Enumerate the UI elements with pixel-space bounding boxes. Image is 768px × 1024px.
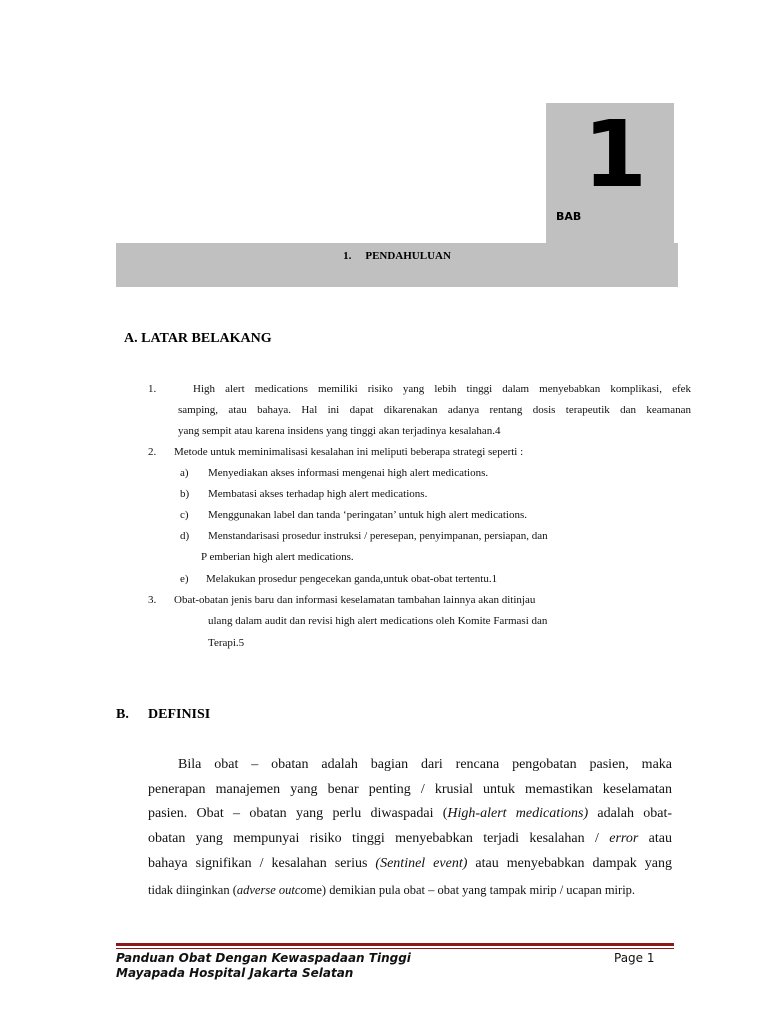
subitem-d-letter: d) <box>180 530 190 542</box>
chapter-title-text: PENDAHULUAN <box>365 250 451 262</box>
item-3-line-1: Obat-obatan jenis baru dan informasi keselamatan tambahan lainnya akan ditinjau <box>174 594 536 606</box>
subitem-a-letter: a) <box>180 467 189 479</box>
definition-line-1: Bila obat – obatan adalah bagian dari rencana pengobatan pasien, maka <box>178 757 672 772</box>
item-2-number: 2. <box>148 446 157 458</box>
chapter-title-bar <box>116 243 678 287</box>
definition-line-6: tidak diinginkan (adverse outcome) demikian pula obat – obat yang tampak mirip / ucapan mirip. <box>148 883 636 897</box>
footer-rule-thick <box>116 943 674 946</box>
item-3-line-3: Terapi.5 <box>208 637 245 649</box>
subitem-e-letter: e) <box>180 573 189 585</box>
section-b-number: B. <box>116 707 129 722</box>
definition-line-3: pasien. Obat – obatan yang perlu diwaspadai (High-alert medications) adalah obat- <box>148 806 673 821</box>
footer-page-number: Page 1 <box>614 951 655 965</box>
subitem-c-text: Menggunakan label dan tanda ‘peringatan’ untuk high alert medications. <box>208 509 527 521</box>
item-1-line-3: yang sempit atau karena insidens yang tinggi akan terjadinya kesalahan.4 <box>178 425 501 437</box>
chapter-title <box>116 250 678 262</box>
subitem-e-text: Melakukan prosedur pengecekan ganda,untuk obat-obat tertentu.1 <box>206 573 498 585</box>
item-3-number: 3. <box>148 594 157 606</box>
subitem-c-letter: c) <box>180 509 189 521</box>
chapter-title-number: 1. <box>343 250 352 262</box>
footer-rule-thin <box>116 948 674 949</box>
definition-line-4: obatan yang mempunyai risiko tinggi menyebabkan terjadi kesalahan / error atau <box>148 831 672 846</box>
definition-line-5: bahaya signifikan / kesalahan serius (Sentinel event) atau menyebabkan dampak yang <box>148 856 673 871</box>
subitem-d-continued: P emberian high alert medications. <box>201 551 354 563</box>
section-a-heading: A. LATAR BELAKANG <box>124 331 272 346</box>
footer-document-title: Panduan Obat Dengan Kewaspadaan Tinggi <box>116 951 411 965</box>
chapter-label: BAB <box>556 210 582 223</box>
item-3-line-2: ulang dalam audit dan revisi high alert medications oleh Komite Farmasi dan <box>208 615 548 627</box>
item-1-line-2: samping, atau bahaya. Hal ini dapat dikarenakan adanya rentang dosis terapeutik dan keamanan <box>178 404 691 416</box>
item-2-text: Metode untuk meminimalisasi kesalahan ini meliputi beberapa strategi seperti : <box>174 446 524 458</box>
chapter-number: 1 <box>582 101 647 208</box>
definition-line-2: penerapan manajemen yang benar penting / krusial untuk memastikan keselamatan <box>148 782 672 797</box>
item-1-number: 1. <box>148 383 157 395</box>
subitem-d-text: Menstandarisasi prosedur instruksi / peresepan, penyimpanan, persiapan, dan <box>208 530 548 542</box>
item-1-line-1: High alert medications memiliki risiko yang lebih tinggi dalam menyebabkan komplikasi, efek <box>193 383 691 395</box>
section-b-title: DEFINISI <box>148 707 211 722</box>
footer-hospital-name: Mayapada Hospital Jakarta Selatan <box>116 966 354 980</box>
chapter-box <box>546 103 674 243</box>
subitem-a-text: Menyediakan akses informasi mengenai high alert medications. <box>208 467 489 479</box>
subitem-b-text: Membatasi akses terhadap high alert medications. <box>208 488 428 500</box>
subitem-b-letter: b) <box>180 488 190 500</box>
